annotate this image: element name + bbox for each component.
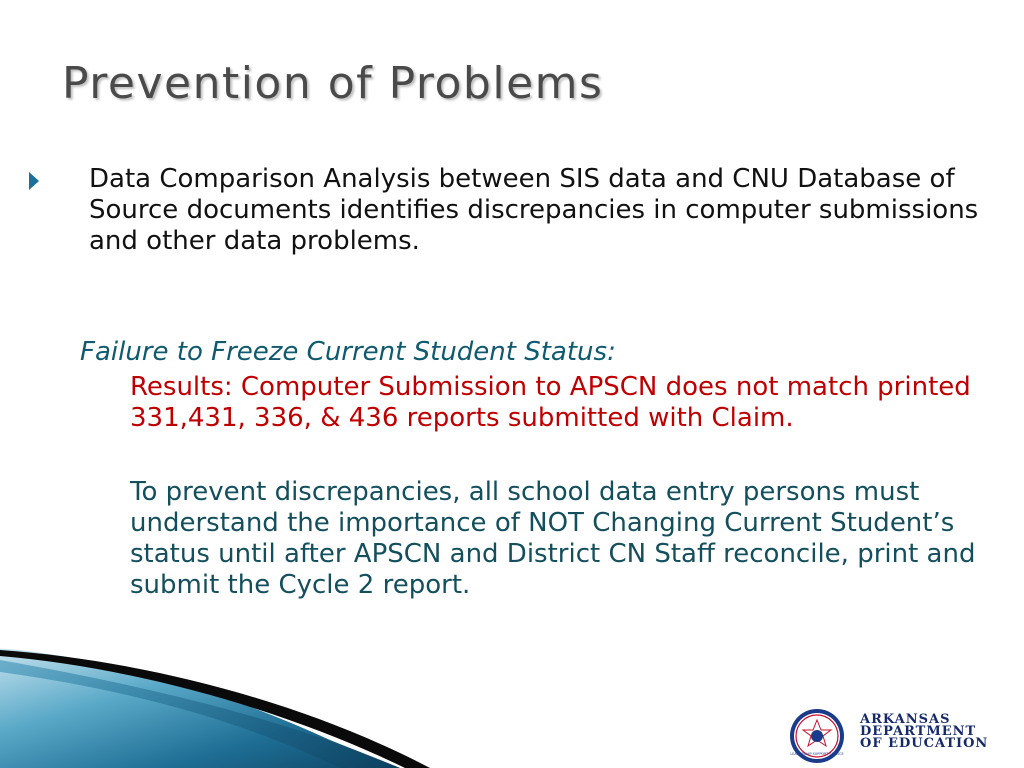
svg-text:LEADERSHIP SUPPORT SERVICE: LEADERSHIP SUPPORT SERVICE [790,752,844,756]
arkansas-seal-logo [776,708,858,764]
prevention-text: To prevent discrepancies, all school data entry persons must understand the importance of NOT Changing Current Student’s status until after APSCN and District CN Staff reconcile, print and submit the Cycle 2 report. [130,477,976,600]
results-text: Results: Computer Submission to APSCN does not match printed 331,431, 336, & 436 reports submitted with Claim. [130,372,971,433]
logo-line-2: DEPARTMENT [860,724,977,739]
bullet-text: Data Comparison Analysis between SIS data and CNU Database of Source documents identifies discrepancies in computer submissions and other data problems. [89,164,979,256]
department-logo-text [860,714,988,750]
sub-heading: Failure to Freeze Current Student Status: [80,337,616,367]
slide-title: Prevention of Problems [62,58,604,109]
logo-line-1: ARKANSAS [860,712,951,727]
logo-line-3: OF EDUCATION [860,736,989,751]
